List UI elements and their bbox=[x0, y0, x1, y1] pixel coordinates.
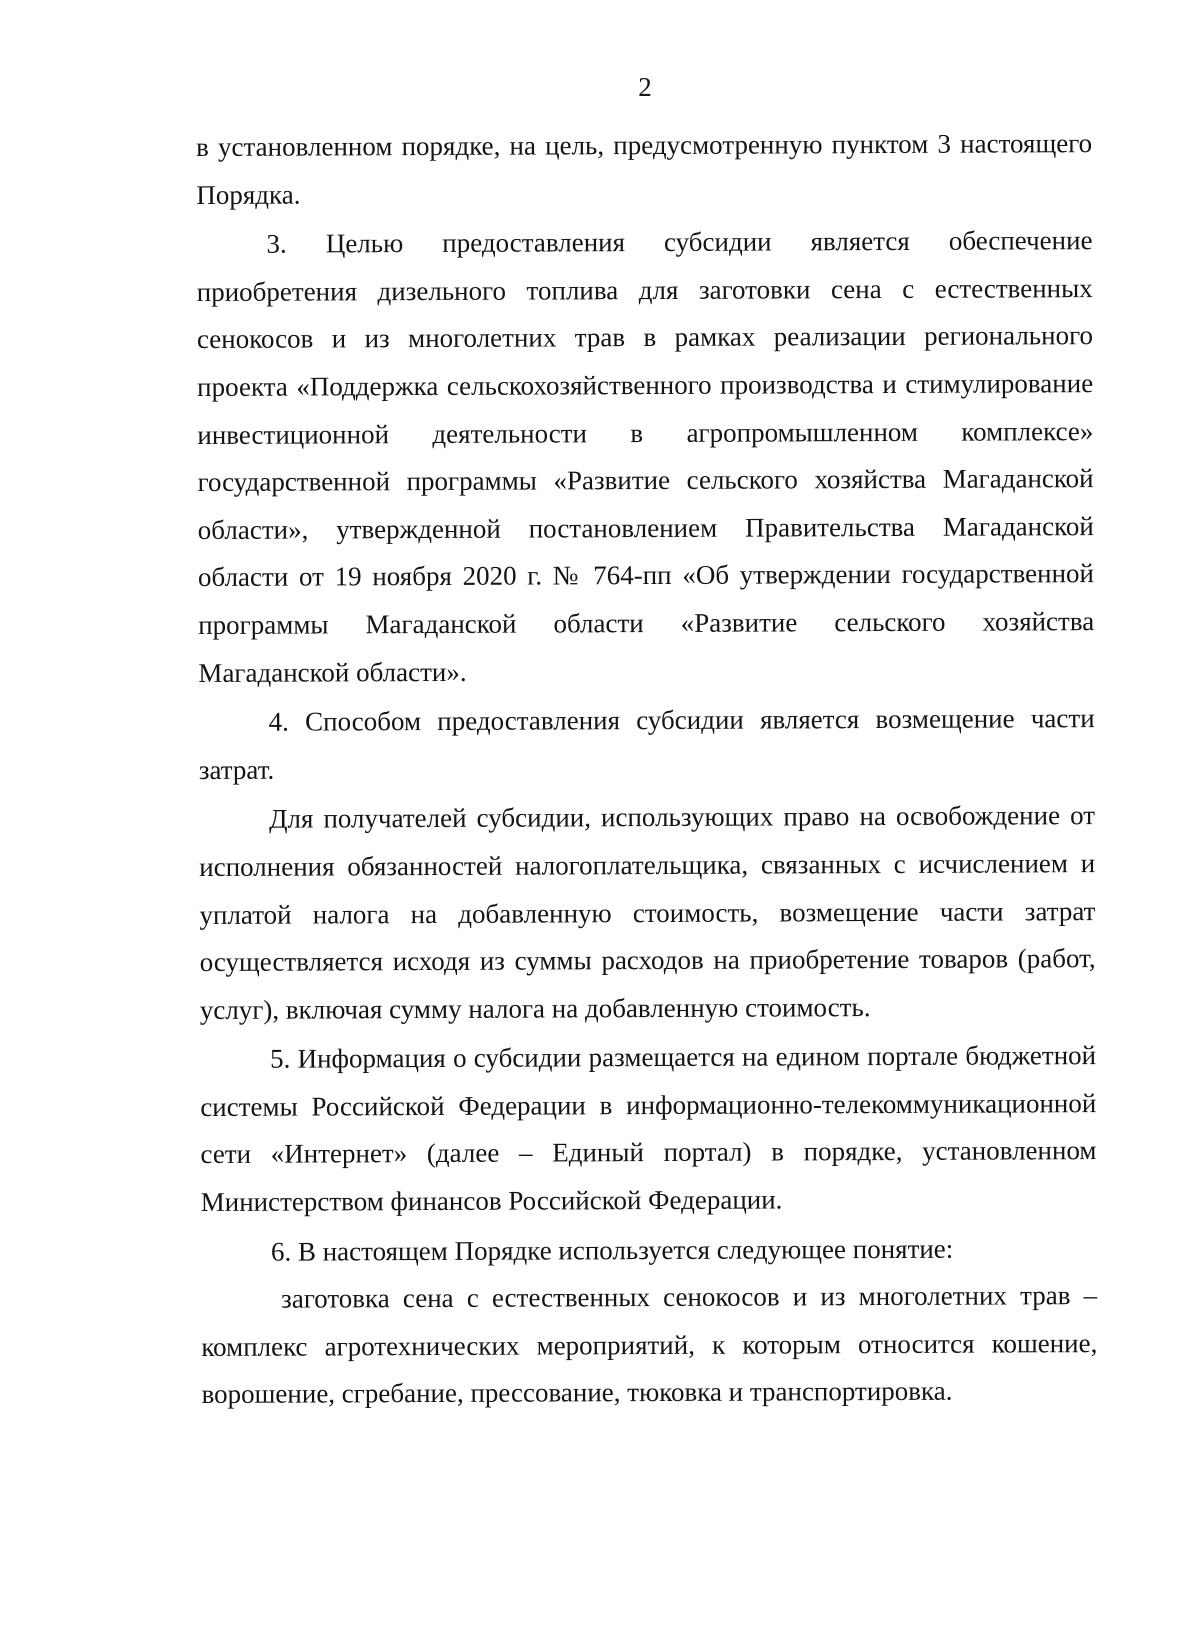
paragraph-definition: заготовка сена с естественных сенокосов и из многолетних трав – комплекс агротехнических мероприятий, к которым относится кошение, ворошение, сгребание, прессование, тюковка и транспортировка. bbox=[201, 1280, 1098, 1410]
page-number: 2 bbox=[638, 72, 652, 102]
paragraph-vat-note: Для получателей субсидии, использующих право на освобождение от исполнения обязанностей налогоплательщика, связанных с исчислением и уплатой налога на добавленную стоимость, возмещение части затрат осуществляется исходя из суммы расходов на приобретение товаров (работ, услуг), включая сумму налога на добавленную стоимость. bbox=[199, 800, 1096, 1025]
document-body bbox=[196, 120, 1098, 1419]
paragraph-item-4: 4. Способом предоставления субсидии является возмещение части затрат. bbox=[198, 703, 1095, 785]
paragraph-item-5: 5. Информация о субсидии размещается на едином портале бюджетной системы Российской Федерации в информационно-телекоммуникационной сети «Интернет» (далее – Единый портал) в порядке, установленном Министерством финансов Российской Федерации. bbox=[200, 1040, 1097, 1218]
paragraph-item-6: 6. В настоящем Порядке используется следующее понятие: bbox=[270, 1233, 954, 1267]
paragraph-continuation: в установленном порядке, на цель, предусмотренную пунктом 3 настоящего Порядка. bbox=[196, 128, 1093, 210]
paragraph-item-3: 3. Целью предоставления субсидии является обеспечение приобретения дизельного топлива для заготовки сена с естественных сенокосов и из многолетних трав в рамках реализации регионального проекта «Поддержка сельскохозяйственного производства и стимулирование инвестиционной деятельности в агропромышленном комплексе» государственной программы «Развитие сельского хозяйства Магаданской области», утвержденной постановлением Правительства Магаданской области от 19 ноября 2020 г. № 764-пп «Об утверждении государственной программы Магаданской области «Развитие сельского хозяйства Магаданской области». bbox=[196, 225, 1095, 688]
